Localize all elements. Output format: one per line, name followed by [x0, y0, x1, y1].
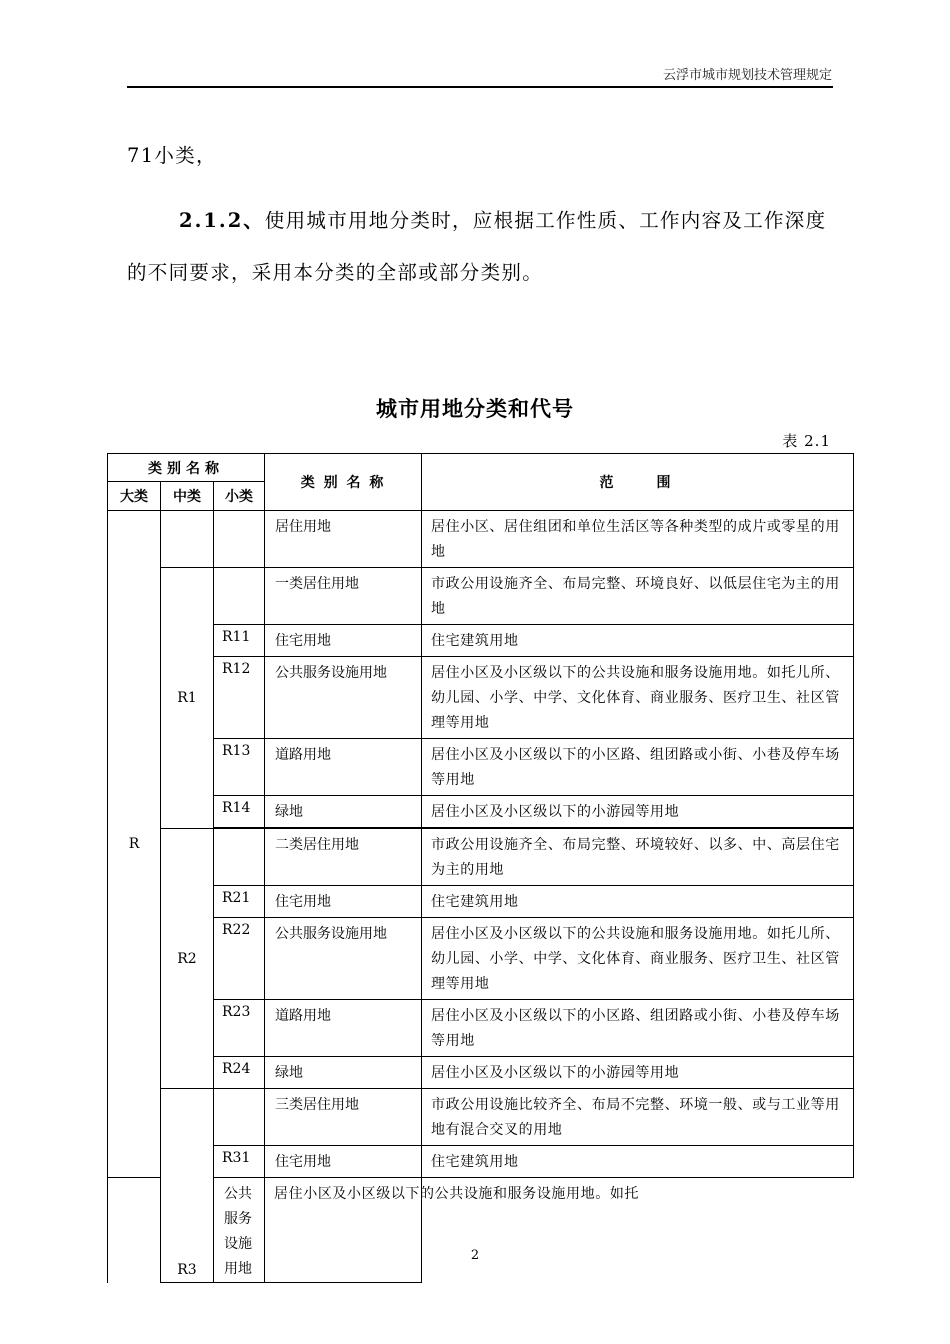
category-name-cell: 公共服务设施用地	[214, 1178, 265, 1283]
scope-cell: 住宅建筑用地	[422, 1146, 854, 1178]
category-name-cell: 二类居住用地	[265, 829, 422, 886]
table-row	[108, 511, 854, 568]
table-row	[108, 796, 854, 828]
minor-code-cell: R24	[214, 1057, 265, 1089]
table-title: 城市用地分类和代号	[376, 396, 574, 421]
minor-code-cell	[214, 829, 265, 886]
table-row	[108, 625, 854, 657]
header-rule	[127, 86, 833, 88]
minor-code-cell	[108, 1178, 161, 1283]
clause-text: 使用城市用地分类时，应根据工作性质、工作内容及工作深度的不同要求，采用本分类的全部或部分类别。	[127, 209, 827, 284]
table-row	[108, 1146, 854, 1178]
page-number: 2	[470, 1248, 480, 1263]
scope-cell: 居住小区及小区级以下的小区路、组团路或小街、小巷及停车场等用地	[422, 1000, 854, 1057]
category-name-cell: 住宅用地	[265, 1146, 422, 1178]
category-name-cell: 绿地	[265, 796, 422, 828]
scope-cell: 居住小区、居住组团和单位生活区等各种类型的成片或零星的用地	[422, 511, 854, 568]
document-header-title: 云浮市城市规划技术管理规定	[662, 68, 832, 83]
scope-cell: 市政公用设施比较齐全、布局不完整、环境一般、或与工业等用地有混合交叉的用地	[422, 1089, 854, 1146]
category-name-cell: 住宅用地	[265, 886, 422, 918]
minor-code-cell: R12	[214, 657, 265, 739]
minor-code-cell: R14	[214, 796, 265, 828]
table-row	[108, 1057, 854, 1089]
minor-code-cell	[214, 568, 265, 625]
table-number: 表 2.1	[782, 432, 831, 450]
table-row	[108, 657, 854, 739]
scope-cell: 居住小区及小区级以下的公共设施和服务设施用地。如托儿所、幼儿园、小学、中学、文化体育、商业服务、医疗卫生、社区管理等用地	[422, 918, 854, 1000]
category-name-cell: 道路用地	[265, 1000, 422, 1057]
medium-code-cell: R1	[161, 568, 214, 829]
land-use-table	[107, 453, 854, 1283]
medium-code-cell: R3	[161, 1089, 214, 1283]
header-major: 大类	[108, 482, 161, 511]
scope-cell: 住宅建筑用地	[422, 886, 854, 918]
medium-code-cell: R2	[161, 829, 214, 1089]
medium-code-cell	[161, 511, 214, 568]
scope-cell: 市政公用设施齐全、布局完整、环境较好、以多、中、高层住宅为主的用地	[422, 829, 854, 886]
scope-cell: 居住小区及小区级以下的小游园等用地	[422, 796, 854, 828]
table-row	[108, 829, 854, 886]
header-scope: 范 围	[422, 454, 854, 511]
scope-cell: 居住小区及小区级以下的小区路、组团路或小街、小巷及停车场等用地	[422, 739, 854, 796]
table-row	[108, 1178, 854, 1283]
table-row	[108, 886, 854, 918]
scope-cell: 市政公用设施齐全、布局完整、环境良好、以低层住宅为主的用地	[422, 568, 854, 625]
table-row	[108, 739, 854, 796]
category-name-cell: 三类居住用地	[265, 1089, 422, 1146]
category-name-cell: 公共服务设施用地	[265, 918, 422, 1000]
paragraph-continuation: 71小类，	[127, 144, 217, 167]
paragraph-clause-2-1-2	[127, 195, 833, 299]
table-row	[108, 1089, 854, 1146]
scope-cell: 居住小区及小区级以下的公共设施和服务设施用地。如托儿所、幼儿园、小学、中学、文化体育、商业服务、医疗卫生、社区管理等用地	[422, 657, 854, 739]
table-row	[108, 1000, 854, 1057]
table-row	[108, 568, 854, 625]
minor-code-cell: R13	[214, 739, 265, 796]
scope-cell: 居住小区及小区级以下的公共设施和服务设施用地。如托	[265, 1178, 422, 1283]
minor-code-cell	[214, 511, 265, 568]
minor-code-cell	[214, 1089, 265, 1146]
clause-number: 2.1.2、	[179, 209, 265, 232]
minor-code-cell: R11	[214, 625, 265, 657]
category-name-cell: 绿地	[265, 1057, 422, 1089]
minor-code-cell: R22	[214, 918, 265, 1000]
category-name-cell: 住宅用地	[265, 625, 422, 657]
header-minor: 小类	[214, 482, 265, 511]
minor-code-cell: R21	[214, 886, 265, 918]
header-medium: 中类	[161, 482, 214, 511]
header-category-group: 类别名称	[108, 454, 265, 482]
minor-code-cell: R23	[214, 1000, 265, 1057]
category-name-cell: 居住用地	[265, 511, 422, 568]
scope-cell: 居住小区及小区级以下的小游园等用地	[422, 1057, 854, 1089]
scope-cell: 住宅建筑用地	[422, 625, 854, 657]
minor-code-cell: R31	[214, 1146, 265, 1178]
category-name-cell: 一类居住用地	[265, 568, 422, 625]
header-category-name: 类 别 名 称	[265, 454, 422, 511]
table-row	[108, 918, 854, 1000]
category-name-cell: 公共服务设施用地	[265, 657, 422, 739]
category-name-cell: 道路用地	[265, 739, 422, 796]
major-code-cell: R	[108, 511, 161, 1178]
